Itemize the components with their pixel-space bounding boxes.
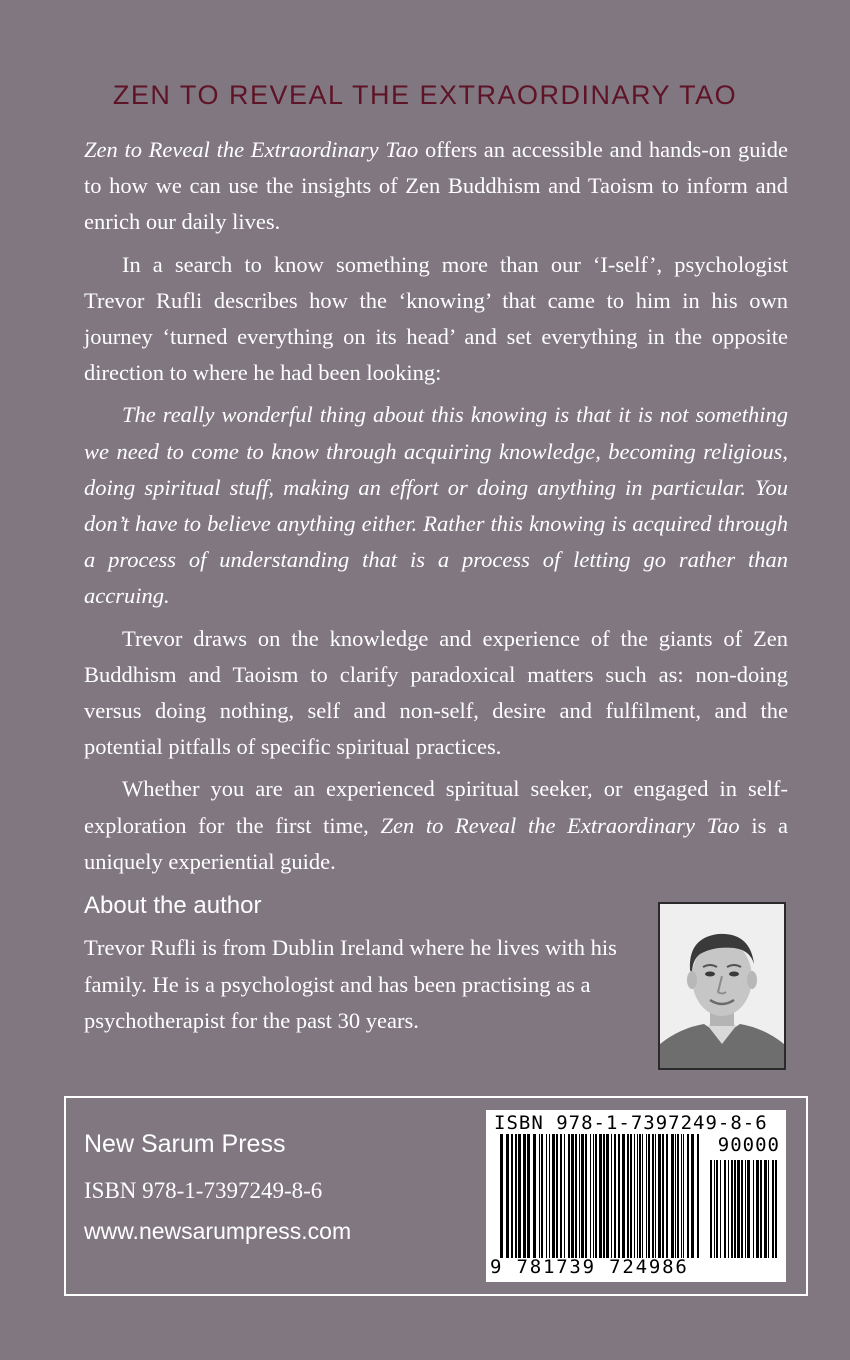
- barcode-digits: 9 781739 724986: [490, 1256, 689, 1278]
- barcode-bar: [590, 1134, 591, 1258]
- barcode-bar: [552, 1134, 555, 1258]
- author-portrait-icon: [660, 904, 784, 1068]
- barcode-bar: [646, 1134, 647, 1258]
- barcode-bar: [595, 1134, 597, 1258]
- barcode-bar: [760, 1160, 762, 1258]
- barcode-bar: [655, 1134, 656, 1258]
- barcode-bar: [731, 1160, 733, 1258]
- barcode-bar: [571, 1134, 574, 1258]
- blurb-paragraph-4: [84, 771, 788, 880]
- barcode-bar: [527, 1134, 530, 1258]
- barcode-bar: [549, 1134, 550, 1258]
- barcode-bar: [741, 1160, 743, 1258]
- about-author-text: Trevor Rufli is from Dublin Ireland where he lives with his family. He is a psychologist and has been practising as a psychotherapist for the past 30 years.: [84, 935, 617, 1033]
- barcode-bar: [518, 1134, 521, 1258]
- barcode-bar: [575, 1134, 577, 1258]
- barcode-bar: [691, 1134, 694, 1258]
- publisher-website: www.newsarumpress.com: [84, 1218, 352, 1244]
- barcode-bar: [500, 1134, 503, 1258]
- blurb-paragraph-3: Trevor draws on the knowledge and experience of the giants of Zen Buddhism and Taoism to clarify paradoxical matters such as: non-doing versus doing nothing, self and non-self, desire and fulfilment, and the potential pitfalls of specific spiritual practices.: [84, 625, 788, 760]
- barcode-bar: [677, 1134, 679, 1258]
- publisher-name: New Sarum Press: [84, 1130, 286, 1158]
- blurb-quote: The really wonderful thing about this knowing is that it is not something we need to come to know through acquiring knowledge, becoming religious, doing spiritual stuff, making an effort or doing anything in particular. You don’t have to believe anything either. Rather this knowing is acquired through a process of understanding that is a process of letting go rather than accruing.: [84, 402, 788, 609]
- barcode-bar: [637, 1134, 638, 1258]
- barcode-bar: [639, 1134, 641, 1258]
- barcode-bar: [634, 1134, 635, 1258]
- blurb-text: [84, 132, 788, 886]
- barcode-bar: [662, 1134, 664, 1258]
- barcode-bar: [720, 1160, 721, 1258]
- barcode-bar: [630, 1134, 632, 1258]
- barcode-bar: [564, 1134, 565, 1258]
- barcode-bar: [599, 1134, 602, 1258]
- barcode-bar: [658, 1134, 661, 1258]
- barcode-bar: [747, 1160, 750, 1258]
- barcode-bar: [556, 1134, 558, 1258]
- barcode-bar: [714, 1160, 715, 1258]
- barcode-bar: [585, 1134, 587, 1258]
- barcode-isbn-label: ISBN 978-1-7397249-8-6: [494, 1112, 768, 1134]
- barcode-bar: [611, 1134, 612, 1258]
- author-photo: [658, 902, 786, 1070]
- barcode-price-code: 90000: [717, 1134, 780, 1156]
- barcode-bar: [753, 1160, 754, 1258]
- blurb-p1-rest: offers an accessible and hands-on guide to how we can use the insights of Zen Buddhism and Taoism to inform and enrich our daily lives.: [84, 137, 788, 235]
- barcode-bar: [560, 1134, 562, 1258]
- book-title-inline-2: Zen to Reveal the Extraordinary Tao: [380, 812, 740, 838]
- barcode-bar: [697, 1134, 699, 1258]
- barcode-bar: [533, 1134, 536, 1258]
- barcode-bar: [515, 1134, 517, 1258]
- barcode-bar: [579, 1134, 580, 1258]
- barcode-bars-icon: [500, 1134, 700, 1258]
- barcode-bar: [541, 1134, 543, 1258]
- barcode-bar: [775, 1160, 777, 1258]
- barcode-bar: [716, 1160, 718, 1258]
- barcode-bar: [745, 1160, 746, 1258]
- barcode-bar: [614, 1134, 616, 1258]
- barcode-bar: [756, 1160, 759, 1258]
- about-author-heading: About the author: [84, 892, 262, 919]
- isbn-number: ISBN 978-1-7397249-8-6: [84, 1178, 323, 1203]
- barcode-bar: [568, 1134, 570, 1258]
- barcode-bar: [652, 1134, 654, 1258]
- barcode-bar: [728, 1160, 729, 1258]
- barcode-bar: [622, 1134, 625, 1258]
- barcode-bar: [724, 1160, 726, 1258]
- barcode-bar: [687, 1134, 689, 1258]
- barcode-bar: [546, 1134, 547, 1258]
- barcode-bar: [666, 1134, 668, 1258]
- barcode-bar: [734, 1160, 736, 1258]
- barcode-bar: [506, 1134, 509, 1258]
- blurb-paragraph-2: In a search to know something more than our ‘I-self’, psychologist Trevor Rufli describes how the ‘knowing’ that came to him in his own journey ‘turned everything on its head’ and set everything in the opposite direction to where he had been looking:: [84, 251, 788, 386]
- barcode-bar: [523, 1134, 526, 1258]
- barcode-bar: [606, 1134, 609, 1258]
- barcode-bar: [627, 1134, 629, 1258]
- barcode-bar: [581, 1134, 584, 1258]
- barcode-bar: [710, 1160, 712, 1258]
- barcode-bar: [539, 1134, 540, 1258]
- book-title-inline: Zen to Reveal the Extraordinary Tao: [84, 137, 419, 162]
- barcode-bar: [675, 1134, 676, 1258]
- blurb-paragraph-1: [84, 132, 788, 241]
- barcode-bar: [511, 1134, 513, 1258]
- barcode-bar: [593, 1134, 594, 1258]
- blurb-p4-end: is a uniquely experiential guide.: [84, 812, 788, 874]
- barcode-bar: [737, 1160, 740, 1258]
- barcode-bar: [768, 1160, 769, 1258]
- barcode-bar: [671, 1134, 674, 1258]
- blurb-p4-start: Whether you are an experienced spiritual seeker, or engaged in self-exploration for the first time,: [84, 776, 788, 838]
- barcode-bar: [648, 1134, 650, 1258]
- barcode-addon-bars-icon: [710, 1160, 780, 1258]
- barcode: [486, 1110, 786, 1282]
- book-title-heading: ZEN TO REVEAL THE EXTRAORDINARY TAO: [112, 80, 738, 110]
- barcode-bar: [683, 1134, 684, 1258]
- barcode-bar: [772, 1160, 774, 1258]
- barcode-bar: [603, 1134, 605, 1258]
- barcode-bar: [642, 1134, 643, 1258]
- barcode-bar: [618, 1134, 620, 1258]
- barcode-bar: [681, 1134, 682, 1258]
- barcode-bar: [764, 1160, 767, 1258]
